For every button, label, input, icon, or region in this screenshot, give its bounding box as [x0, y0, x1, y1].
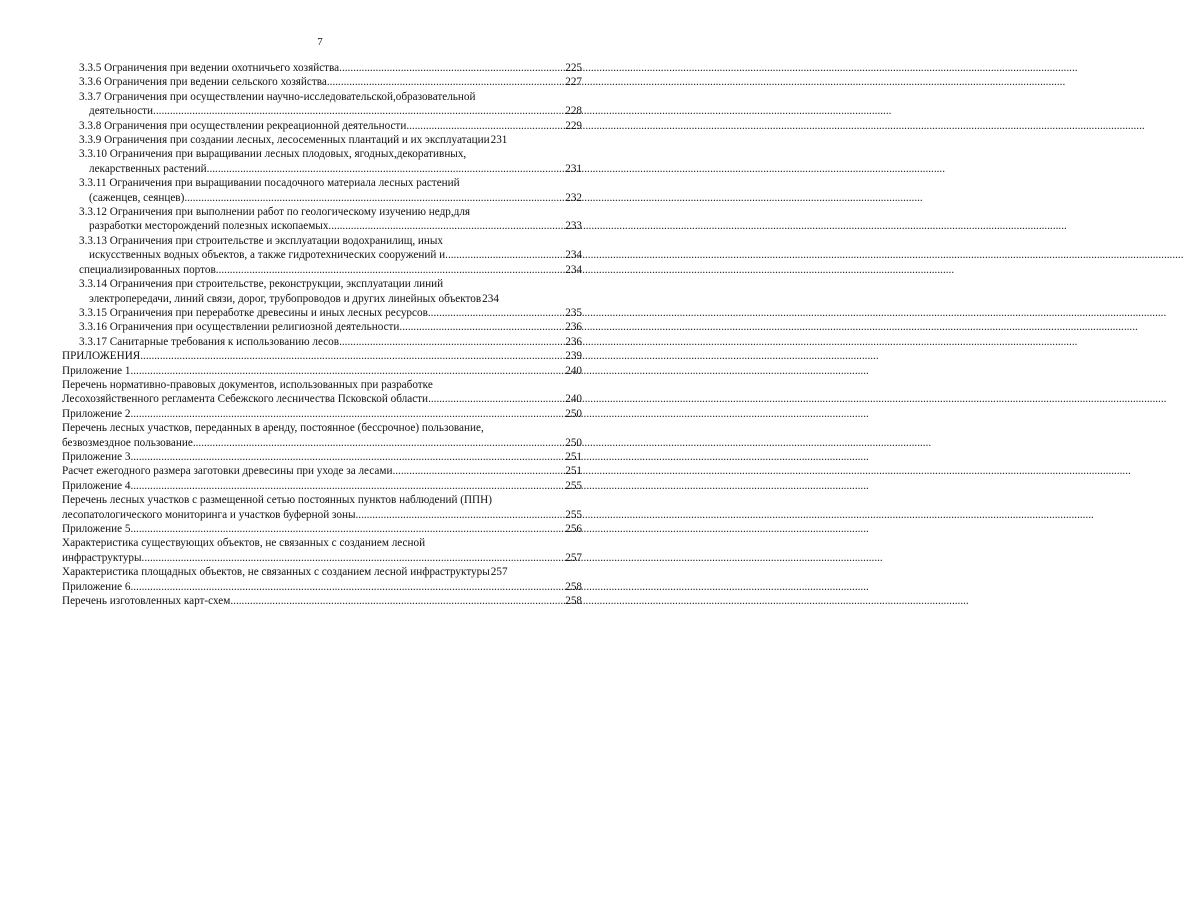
- toc-entry-title: Приложение 6: [62, 580, 131, 593]
- toc-entry-title: 3.3.15 Ограничения при переработке древесины и иных лесных ресурсов: [79, 306, 428, 319]
- toc-entry[interactable]: [62, 119, 582, 133]
- toc-entry[interactable]: [62, 522, 582, 536]
- toc-dot-leader: [392, 464, 564, 478]
- toc-dot-leader: [144, 551, 564, 565]
- toc-page-number: 229: [565, 119, 582, 132]
- toc-entry-title: Приложение 3: [62, 450, 131, 463]
- toc-entry-title: 3.3.5 Ограничения при ведении охотничьего хозяйства: [79, 62, 340, 74]
- toc-page-number: 256: [565, 523, 582, 535]
- toc-entry[interactable]: [62, 61, 582, 75]
- toc-page-number: 228: [565, 105, 582, 118]
- toc-entry-title: деятельности: [89, 105, 154, 118]
- toc-entry[interactable]: [62, 536, 582, 565]
- toc-entry-title: искусственных водных объектов, а также гидротехнических сооружений и: [89, 249, 446, 262]
- toc-entry-title: 3.3.14 Ограничения при строительстве, реконструкции, эксплуатации линий: [79, 278, 444, 291]
- toc-entry[interactable]: [62, 176, 582, 205]
- toc-entry-title: 3.3.17 Санитарные требования к использованию лесов: [79, 335, 340, 348]
- toc-page-number: 240: [565, 364, 582, 377]
- toc-page-number: 240: [565, 393, 582, 406]
- toc-dot-leader: [130, 479, 564, 493]
- toc-dot-leader: [193, 436, 564, 450]
- table-of-contents: [62, 61, 582, 608]
- toc-entry[interactable]: [62, 450, 582, 464]
- toc-dot-leader: [207, 162, 565, 176]
- toc-entry-title: Расчет ежегодного размера заготовки древесины при уходе за лесами: [62, 465, 393, 478]
- toc-entry-title: 3.3.10 Ограничения при выращивании лесных плодовых, ягодных,декоративных,: [79, 148, 467, 161]
- toc-page-number: 231: [490, 134, 508, 147]
- toc-dot-leader: [130, 364, 564, 378]
- toc-dot-leader: [140, 349, 564, 363]
- toc-entry-title: 3.3.8 Ограничения при осуществлении рекреационной деятельности: [79, 119, 407, 132]
- toc-entry-title: 3.3.16 Ограничения при осуществлении религиозной деятельности: [79, 321, 400, 334]
- toc-entry-title: (саженцев, сеянцев): [89, 191, 185, 204]
- toc-entry-title: разработки месторождений полезных ископаемых: [89, 220, 329, 233]
- toc-page-number: 239: [565, 350, 582, 363]
- toc-entry-title: Приложение 4: [62, 479, 131, 492]
- toc-page-number: 225: [565, 62, 582, 74]
- toc-dot-leader: [216, 263, 564, 277]
- toc-entry[interactable]: [62, 565, 582, 579]
- toc-entry-title: 3.3.12 Ограничения при выполнении работ по геологическому изучению недр,для: [79, 206, 471, 219]
- toc-entry[interactable]: [62, 133, 582, 147]
- toc-entry[interactable]: [62, 421, 582, 450]
- toc-dot-leader: [328, 219, 564, 233]
- toc-entry[interactable]: [62, 306, 582, 320]
- page-number: 7: [317, 36, 323, 48]
- toc-entry-title: ПРИЛОЖЕНИЯ: [62, 350, 141, 363]
- toc-entry-title: электропередачи, линий связи, дорог, трубопроводов и других линейных объектов: [89, 292, 482, 305]
- toc-dot-leader: [428, 392, 564, 406]
- toc-page-number: 250: [565, 407, 582, 420]
- toc-entry[interactable]: [62, 364, 582, 378]
- toc-entry[interactable]: [62, 479, 582, 493]
- toc-page-number: 231: [565, 162, 582, 175]
- toc-entry[interactable]: [62, 407, 582, 421]
- toc-dot-leader: [428, 306, 564, 320]
- toc-dot-leader: [130, 407, 564, 421]
- toc-entry-title: 3.3.7 Ограничения при осуществлении научно-исследовательской,образовательной: [79, 90, 476, 103]
- toc-entry-title: 3.3.13 Ограничения при строительстве и эксплуатации водохранилищ, иных: [79, 234, 444, 247]
- toc-page-number: 258: [565, 595, 582, 608]
- toc-entry-title: лесопатологического мониторинга и участков буферной зоны: [62, 508, 356, 521]
- toc-dot-leader: [230, 594, 564, 608]
- toc-entry[interactable]: [62, 335, 582, 349]
- toc-page-number: 255: [565, 508, 582, 521]
- toc-page-number: 233: [565, 220, 582, 233]
- toc-entry[interactable]: [62, 580, 582, 594]
- toc-page-number: 227: [565, 76, 582, 89]
- toc-entry[interactable]: [62, 75, 582, 89]
- toc-dot-leader: [445, 248, 564, 262]
- toc-page-number: 251: [565, 450, 582, 463]
- toc-page-number: 236: [565, 321, 582, 334]
- toc-page-number: 234: [482, 292, 499, 305]
- toc-page-number: 236: [565, 335, 582, 348]
- toc-dot-leader: [399, 320, 564, 334]
- toc-entry[interactable]: [62, 147, 582, 176]
- toc-page-number: 258: [565, 580, 582, 593]
- toc-entry-title: лекарственных растений: [89, 162, 207, 175]
- toc-page-number: 232: [565, 191, 582, 204]
- toc-entry-title: Приложение 5: [62, 523, 131, 535]
- toc-page-number: 255: [565, 479, 582, 492]
- toc-page-number: 234: [565, 249, 582, 262]
- toc-entry-title: Приложение 1: [62, 364, 131, 377]
- toc-entry[interactable]: [62, 464, 582, 478]
- toc-entry[interactable]: [62, 263, 582, 277]
- toc-dot-leader: [355, 508, 564, 522]
- toc-entry[interactable]: [62, 378, 582, 407]
- toc-dot-leader: [339, 335, 564, 349]
- toc-entry[interactable]: [62, 234, 582, 263]
- toc-page-number: 257: [490, 566, 508, 579]
- toc-entry-title: Перечень нормативно-правовых документов, использованных при разработке: [62, 378, 433, 391]
- toc-dot-leader: [339, 61, 564, 75]
- toc-entry[interactable]: [62, 320, 582, 334]
- toc-page-number: 234: [565, 263, 582, 276]
- toc-entry-title: 3.3.6 Ограничения при ведении сельского хозяйства: [79, 76, 327, 89]
- toc-dot-leader: [327, 75, 564, 89]
- toc-page-number: 250: [565, 436, 582, 449]
- toc-entry-title: Перечень лесных участков с размещенной сетью постоянных пунктов наблюдений (ППН): [62, 494, 492, 507]
- toc-entry-title: Характеристика площадных объектов, не связанных с созданием лесной инфраструктуры: [62, 566, 490, 579]
- toc-entry-title: безвозмездное пользование: [62, 436, 193, 449]
- toc-entry-title: Перечень лесных участков, переданных в аренду, постоянное (бессрочное) пользование,: [62, 422, 484, 435]
- toc-page-number: 257: [565, 551, 582, 564]
- toc-entry[interactable]: [62, 205, 582, 234]
- toc-entry-title: Лесохозяйственного регламента Себежского лесничества Псковской области: [62, 393, 429, 406]
- toc-entry-title: инфраструктуры.: [62, 551, 145, 564]
- toc-page-number: 251: [565, 465, 582, 478]
- toc-dot-leader: [184, 191, 564, 205]
- toc-entry-title: Характеристика существующих объектов, не связанных с созданием лесной: [62, 537, 426, 550]
- toc-page-number: 235: [565, 306, 582, 319]
- toc-dot-leader: [130, 522, 564, 536]
- toc-entry[interactable]: [62, 90, 582, 119]
- toc-dot-leader: [153, 104, 564, 118]
- toc-entry[interactable]: [62, 493, 582, 522]
- toc-entry-title: Перечень изготовленных карт-схем: [62, 595, 231, 608]
- toc-entry[interactable]: [62, 349, 582, 363]
- toc-entry-title: 3.3.11 Ограничения при выращивании посадочного материала лесных растений: [79, 177, 460, 190]
- toc-entry-title: Приложение 2: [62, 407, 131, 420]
- toc-dot-leader: [130, 580, 564, 594]
- toc-entry[interactable]: [62, 594, 582, 608]
- toc-entry-title: 3.3.9 Ограничения при создании лесных, лесосеменных плантаций и их эксплуатации: [79, 134, 490, 147]
- toc-entry-title: специализированных портов: [79, 263, 216, 276]
- toc-dot-leader: [130, 450, 564, 464]
- toc-entry[interactable]: [62, 277, 582, 306]
- toc-dot-leader: [406, 119, 564, 133]
